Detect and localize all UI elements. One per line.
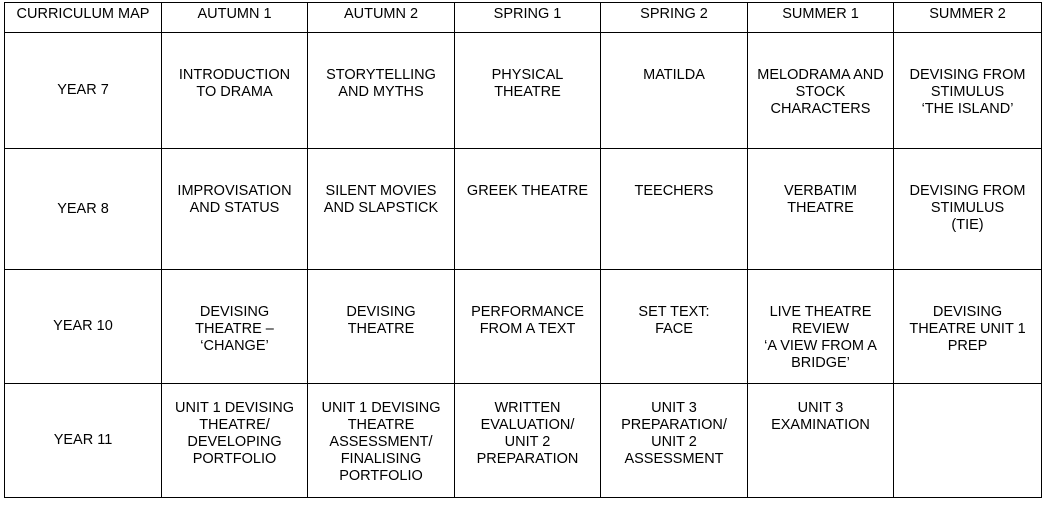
year-label-cell: YEAR 8 [5, 149, 162, 270]
topic-cell [894, 384, 1042, 498]
topic-line: UNIT 1 DEVISING [175, 400, 294, 416]
topic-cell [894, 33, 1042, 149]
topic-cell [455, 33, 601, 149]
term-header-cell: SUMMER 2 [894, 3, 1042, 33]
topic-cell [748, 384, 894, 498]
topic-cell [748, 33, 894, 149]
topic-line: PREPARATION [476, 451, 579, 467]
topic-line: STIMULUS [930, 84, 1005, 100]
header-row [5, 3, 1042, 33]
topic-line: THEATRE [347, 417, 415, 433]
term-header-cell: AUTUMN 1 [162, 3, 308, 33]
topic-line: FINALISING [340, 451, 422, 467]
table-row [5, 33, 1042, 149]
corner-header-cell: CURRICULUM MAP [5, 3, 162, 33]
topic-cell [308, 270, 455, 384]
topic-line: WRITTEN [494, 400, 561, 416]
topic-cell [601, 33, 748, 149]
topic-cell [162, 384, 308, 498]
topic-line: MELODRAMA AND [757, 67, 884, 83]
topic-line: THEATRE [347, 321, 415, 337]
topic-line: PREPARATION/ [621, 417, 727, 433]
curriculum-map-table [4, 2, 1042, 498]
topic-line: REVIEW [791, 321, 850, 337]
topic-cell [308, 149, 455, 270]
topic-line: PREP [947, 338, 988, 354]
topic-line: MATILDA [643, 67, 705, 83]
topic-line: DEVISING [199, 304, 270, 320]
topic-line: DEVISING FROM [909, 67, 1026, 83]
term-header-cell: SPRING 1 [455, 3, 601, 33]
topic-line: IMPROVISATION [177, 183, 292, 199]
topic-line: UNIT 3 [651, 400, 697, 416]
topic-line: (TIE) [951, 217, 984, 233]
topic-line: PORTFOLIO [192, 451, 277, 467]
topic-line: EVALUATION/ [480, 417, 575, 433]
topic-line: ASSESSMENT [624, 451, 724, 467]
topic-line: FACE [655, 321, 693, 337]
topic-line: INTRODUCTION [178, 67, 291, 83]
topic-line: UNIT 2 [504, 434, 551, 450]
topic-line: STOCK [795, 84, 846, 100]
topic-line: UNIT 2 [651, 434, 697, 450]
topic-cell [162, 270, 308, 384]
table-row [5, 384, 1042, 498]
topic-line: GREEK THEATRE [466, 183, 589, 199]
topic-cell [308, 33, 455, 149]
year-label-cell: YEAR 11 [5, 384, 162, 498]
topic-line: AND MYTHS [338, 84, 424, 100]
topic-cell [162, 149, 308, 270]
topic-line: AND STATUS [189, 200, 280, 216]
topic-line: THEATRE UNIT 1 [909, 321, 1026, 337]
topic-line: DEVISING [346, 304, 416, 320]
topic-line: THEATRE [787, 200, 854, 216]
topic-line: FROM A TEXT [479, 321, 576, 337]
table-body [5, 33, 1042, 498]
topic-cell [894, 149, 1042, 270]
topic-line: THEATRE – [195, 321, 274, 337]
topic-line: ASSESSMENT/ [329, 434, 433, 450]
topic-line: ‘CHANGE’ [200, 338, 269, 354]
year-label-cell: YEAR 7 [5, 33, 162, 149]
topic-line: UNIT 3 [797, 400, 844, 416]
topic-line: THEATRE [494, 84, 561, 100]
topic-line: SILENT MOVIES [325, 183, 437, 199]
topic-line: BRIDGE’ [791, 355, 850, 371]
topic-line: TO DRAMA [196, 84, 273, 100]
topic-line: UNIT 1 DEVISING [321, 400, 441, 416]
topic-line: SET TEXT: [638, 304, 710, 320]
term-header-cell: SUMMER 1 [748, 3, 894, 33]
topic-line: AND SLAPSTICK [323, 200, 439, 216]
topic-cell [308, 384, 455, 498]
topic-cell [601, 384, 748, 498]
topic-line: TEECHERS [634, 183, 714, 199]
topic-cell [894, 270, 1042, 384]
topic-line: STIMULUS [930, 200, 1005, 216]
term-header-cell: AUTUMN 2 [308, 3, 455, 33]
year-label-cell: YEAR 10 [5, 270, 162, 384]
topic-line: PERFORMANCE [471, 304, 584, 320]
topic-line: PORTFOLIO [339, 468, 423, 484]
topic-cell [162, 33, 308, 149]
term-header-cell: SPRING 2 [601, 3, 748, 33]
topic-line: STORYTELLING [326, 67, 436, 83]
topic-line: DEVISING FROM [909, 183, 1026, 199]
topic-line: LIVE THEATRE [769, 304, 872, 320]
topic-cell [601, 149, 748, 270]
topic-cell [748, 270, 894, 384]
topic-line: EXAMINATION [771, 417, 870, 433]
topic-line: PHYSICAL [491, 67, 564, 83]
topic-line: CHARACTERS [770, 101, 871, 117]
topic-line: VERBATIM [783, 183, 858, 199]
topic-line: DEVELOPING [187, 434, 282, 450]
topic-line: THEATRE/ [199, 417, 270, 433]
topic-cell [455, 270, 601, 384]
topic-cell [601, 270, 748, 384]
topic-line: ‘A VIEW FROM A [764, 338, 877, 354]
topic-cell [455, 149, 601, 270]
topic-line: ‘THE ISLAND’ [921, 101, 1014, 117]
topic-line: DEVISING [932, 304, 1003, 320]
topic-cell [748, 149, 894, 270]
table-row [5, 149, 1042, 270]
topic-cell [455, 384, 601, 498]
table-row [5, 270, 1042, 384]
